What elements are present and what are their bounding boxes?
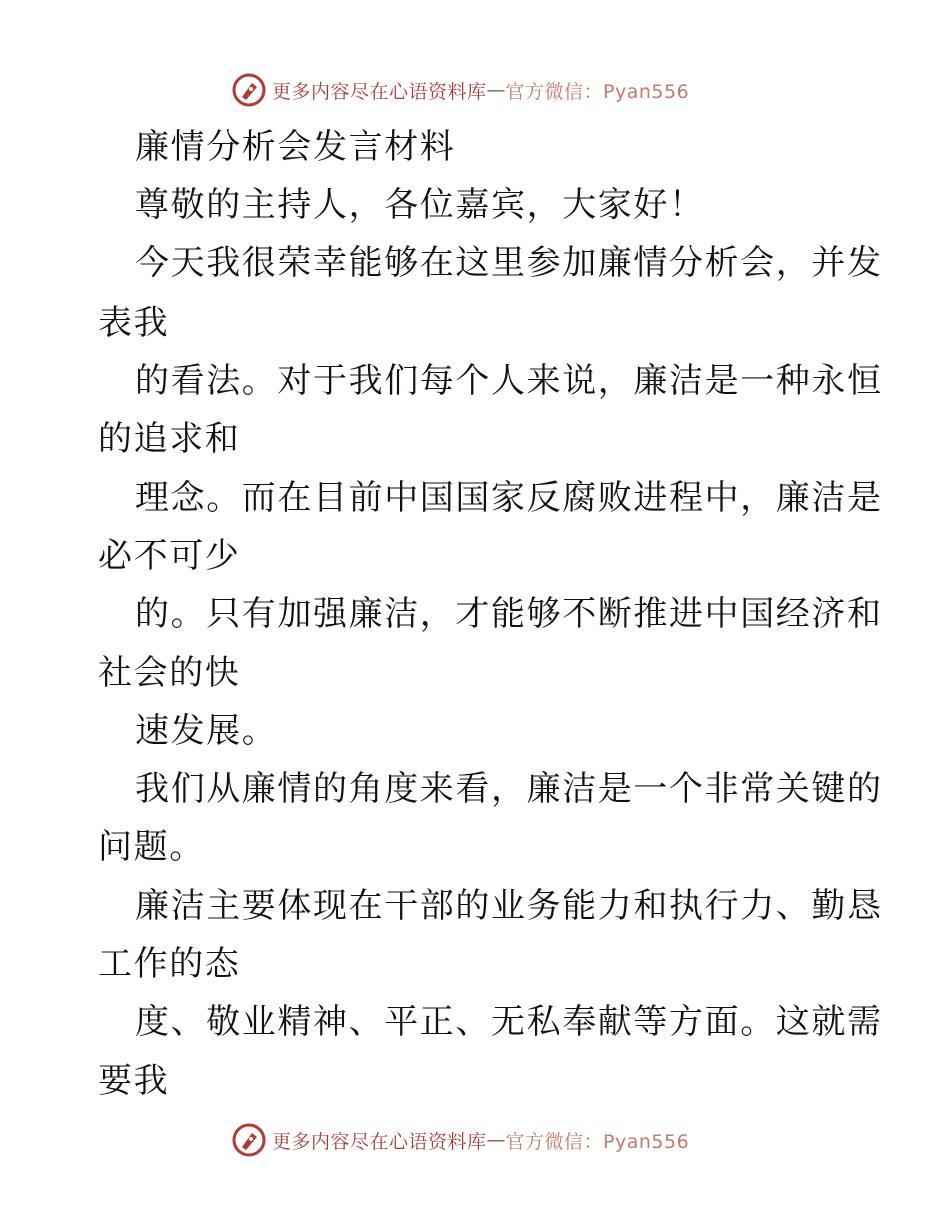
footer-separator: — xyxy=(486,1129,506,1151)
text-line: 社会的快 xyxy=(98,653,241,693)
text-line: 的追求和 xyxy=(98,419,241,459)
text-line: 表我 xyxy=(98,303,170,343)
text-line: 要我 xyxy=(98,1061,170,1101)
text-line: 度、敬业精神、平正、无私奉献等方面。这就需 xyxy=(135,1002,883,1042)
text-line: 工作的态 xyxy=(98,944,241,984)
pen-nib-circle-icon xyxy=(232,73,266,107)
text-line: 我们从廉情的角度来看，廉洁是一个非常关键的 xyxy=(135,769,883,809)
text-line: 的。只有加强廉洁，才能够不断推进中国经济和 xyxy=(135,594,883,634)
text-line: 尊敬的主持人，各位嘉宾，大家好！ xyxy=(135,185,705,225)
text-line: 今天我很荣幸能够在这里参加廉情分析会，并发 xyxy=(135,243,883,283)
text-line: 速发展。 xyxy=(135,711,278,751)
header-contact-text: 官方微信：Pyan556 xyxy=(505,80,690,103)
header-brand-text: 更多内容尽在心语资料库 xyxy=(272,80,487,103)
document-title: 廉情分析会发言材料 xyxy=(135,127,456,167)
text-line: 的看法。对于我们每个人来说，廉洁是一种永恒 xyxy=(135,361,883,401)
footer-watermark xyxy=(232,1122,689,1158)
text-line: 理念。而在目前中国国家反腐败进程中，廉洁是 xyxy=(135,478,883,518)
text-line: 必不可少 xyxy=(98,536,241,576)
header-watermark xyxy=(232,72,689,108)
text-line: 问题。 xyxy=(98,827,205,867)
footer-brand-text: 更多内容尽在心语资料库 xyxy=(272,1130,487,1153)
header-separator: — xyxy=(486,79,506,101)
text-line: 廉洁主要体现在干部的业务能力和执行力、勤恳 xyxy=(135,886,883,926)
pen-nib-circle-icon xyxy=(232,1123,266,1157)
footer-contact-text: 官方微信：Pyan556 xyxy=(505,1130,690,1153)
